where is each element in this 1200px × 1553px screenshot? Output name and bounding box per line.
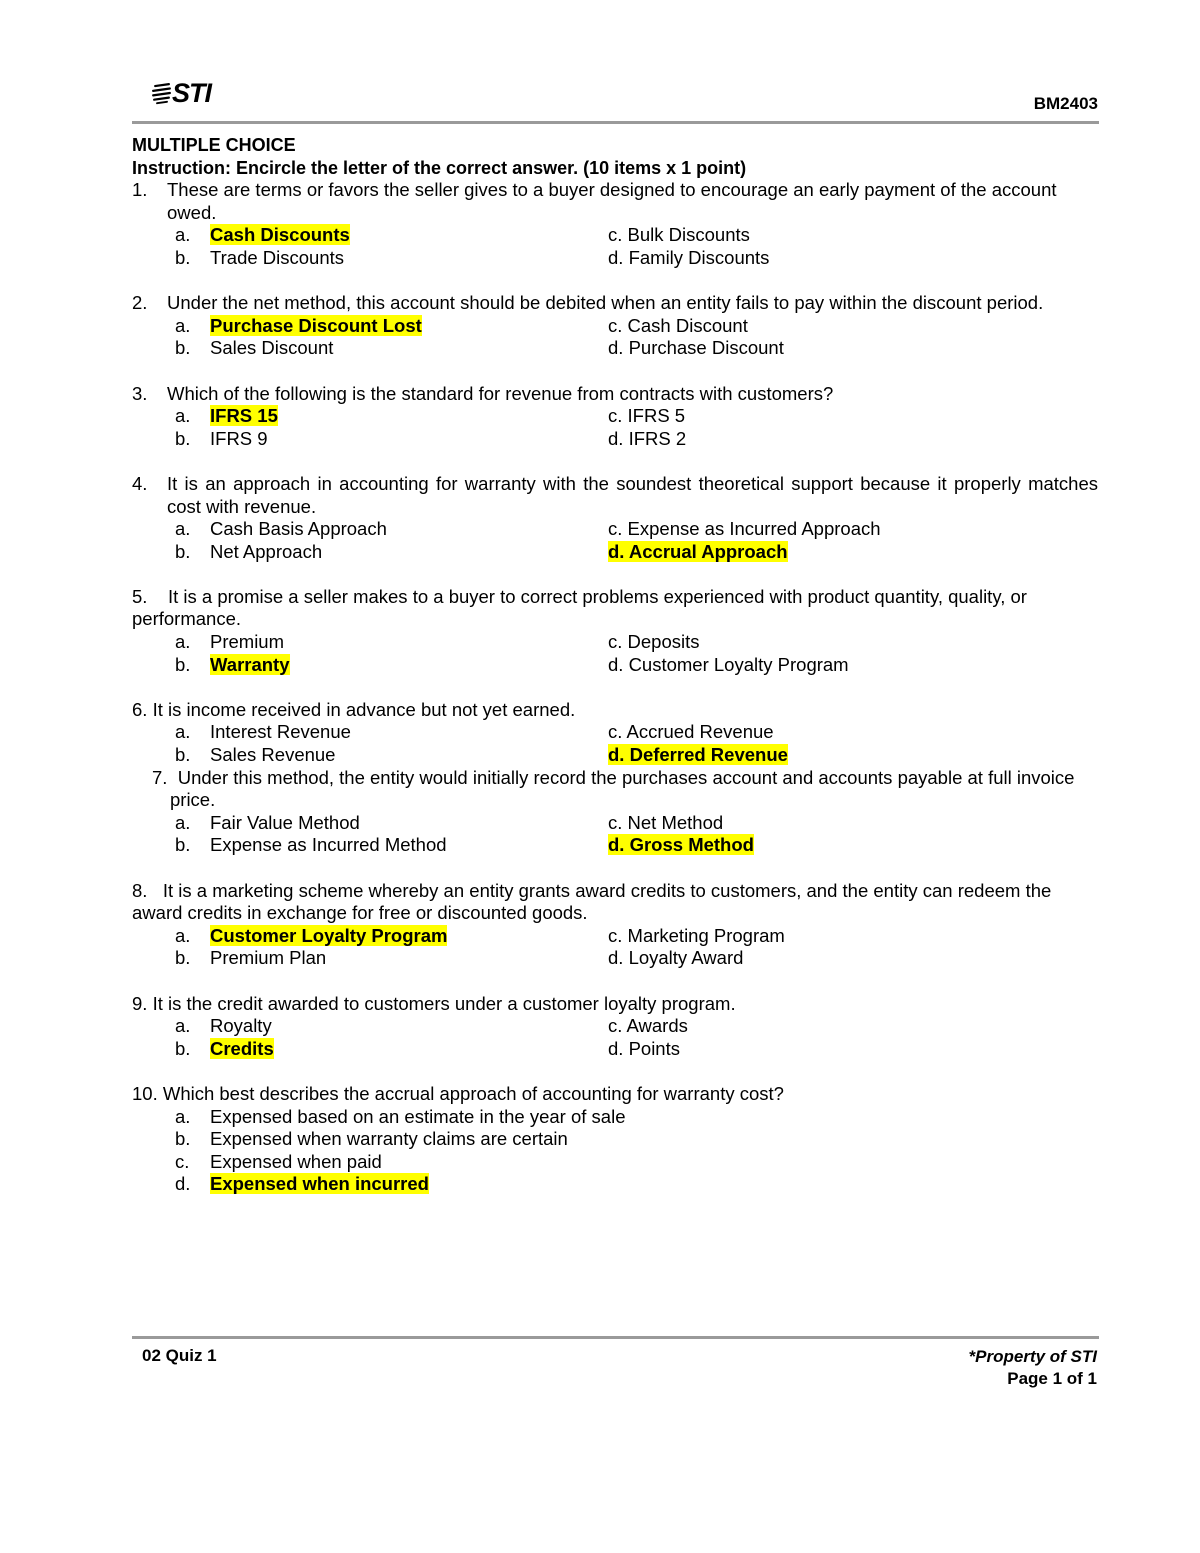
footer-right — [969, 1346, 1097, 1390]
header-divider — [132, 121, 1099, 124]
section-title: MULTIPLE CHOICE — [132, 135, 296, 155]
globe-icon — [152, 81, 174, 105]
question-text: 6. It is income received in advance but not yet earned. — [132, 698, 576, 720]
option-c: c. Cash Discount — [608, 314, 748, 336]
question-text: These are terms or favors the seller gives to a buyer designed to encourage an early payment of the account owed. — [167, 179, 1057, 223]
question-4 — [132, 473, 1098, 518]
question-text: 5. It is a promise a seller makes to a buyer to correct problems experienced with product quantity, quality, or performance. — [132, 585, 1027, 630]
option-a: a. Interest Revenue — [175, 721, 351, 743]
quiz-content — [132, 134, 1098, 1196]
sti-logo — [152, 78, 222, 108]
question-number: 2. — [132, 292, 148, 314]
question-number: 4. — [132, 472, 148, 494]
option-a: a. Premium — [175, 631, 285, 653]
correct-answer: Customer Loyalty Program — [210, 924, 448, 946]
question-5 — [132, 586, 1098, 631]
option-c: c. Deposits — [608, 631, 700, 653]
option-b: b. Warranty — [175, 653, 290, 675]
option-a: a. Expensed based on an estimate in the year of sale — [175, 1105, 626, 1127]
correct-answer: Purchase Discount Lost — [210, 314, 422, 336]
question-number: 3. — [132, 382, 148, 404]
question-text: 9. It is the credit awarded to customers under a customer loyalty program. — [132, 992, 736, 1014]
correct-answer: IFRS 15 — [210, 405, 278, 427]
option-a: a. Cash Basis Approach — [175, 518, 387, 540]
options-3 — [175, 405, 1098, 450]
question-10 — [132, 1083, 1098, 1106]
question-1 — [132, 179, 1098, 224]
option-c: c. IFRS 5 — [608, 405, 686, 427]
correct-answer: d. Deferred Revenue — [608, 744, 788, 766]
page-number: Page 1 of 1 — [1007, 1369, 1097, 1388]
option-c: c. Expense as Incurred Approach — [608, 518, 881, 540]
option-b: b. Credits — [175, 1037, 274, 1059]
question-number: 1. — [132, 179, 148, 201]
option-d: d. Customer Loyalty Program — [608, 653, 849, 675]
options-4 — [175, 518, 1098, 563]
correct-answer: Credits — [210, 1037, 274, 1059]
option-a: a. Purchase Discount Lost — [175, 314, 422, 336]
option-b: b. Expensed when warranty claims are certain — [175, 1128, 568, 1150]
correct-answer: Cash Discounts — [210, 224, 350, 246]
option-d: d. Purchase Discount — [608, 337, 784, 359]
question-9 — [132, 993, 1098, 1016]
option-d: d. Loyalty Award — [608, 947, 744, 969]
options-6 — [175, 721, 1098, 766]
question-text: It is an approach in accounting for warranty with the soundest theoretical support because it properly matches cost with revenue. — [167, 472, 1098, 517]
correct-answer: d. Gross Method — [608, 834, 754, 856]
options-9 — [175, 1015, 1098, 1060]
question-text: 7. Under this method, the entity would initially record the purchases account and accounts payable at full invoice price. — [152, 766, 1075, 811]
correct-answer: Warranty — [210, 653, 290, 675]
option-a: a. IFRS 15 — [175, 405, 278, 427]
footer-quiz-label: 02 Quiz 1 — [142, 1346, 217, 1365]
correct-answer: Expensed when incurred — [210, 1173, 429, 1195]
question-text: Which of the following is the standard for revenue from contracts with customers? — [167, 382, 834, 404]
option-c: c. Net Method — [608, 811, 724, 833]
option-b: b. Sales Discount — [175, 337, 334, 359]
options-10 — [175, 1106, 1098, 1196]
option-d: d. IFRS 2 — [608, 427, 687, 449]
options-2 — [175, 315, 1098, 360]
option-c: c. Marketing Program — [608, 924, 785, 946]
options-8 — [175, 925, 1098, 970]
option-b: b. IFRS 9 — [175, 427, 268, 449]
option-b: b. Trade Discounts — [175, 246, 345, 268]
option-b: b. Premium Plan — [175, 947, 327, 969]
option-b: b. Expense as Incurred Method — [175, 834, 447, 856]
question-text: 8. It is a marketing scheme whereby an entity grants award credits to customers, and the entity can redeem the award credits in exchange for free or discounted goods. — [132, 879, 1052, 924]
instruction-text: Instruction: Encircle the letter of the correct answer. (10 items x 1 point) — [132, 157, 747, 178]
question-8 — [132, 880, 1098, 925]
option-c: c. Expensed when paid — [175, 1150, 382, 1172]
options-7 — [175, 812, 1098, 857]
question-text: 10. Which best describes the accrual approach of accounting for warranty cost? — [132, 1082, 784, 1104]
options-5 — [175, 631, 1098, 676]
option-a: a. Cash Discounts — [175, 224, 350, 246]
question-7 — [132, 767, 1098, 812]
option-a: a. Customer Loyalty Program — [175, 924, 448, 946]
option-c: c. Awards — [608, 1015, 688, 1037]
option-c: c. Bulk Discounts — [608, 224, 750, 246]
option-d — [608, 834, 1098, 857]
correct-answer: d. Accrual Approach — [608, 540, 788, 562]
question-6 — [132, 699, 1098, 722]
option-a: a. Royalty — [175, 1015, 272, 1037]
logo-text: STI — [172, 78, 212, 108]
footer-divider — [132, 1336, 1099, 1339]
property-notice: *Property of STI — [968, 1347, 1097, 1366]
option-d: d. Family Discounts — [608, 246, 770, 268]
option-d: d. Expensed when incurred — [175, 1173, 429, 1195]
option-d: d. Points — [608, 1037, 680, 1059]
options-1 — [175, 224, 1098, 269]
document-code: BM2403 — [1033, 94, 1098, 113]
option-b: b. Net Approach — [175, 540, 323, 562]
option-c: c. Accrued Revenue — [608, 721, 774, 743]
option-d — [608, 744, 1098, 767]
question-text: Under the net method, this account should be debited when an entity fails to pay within the discount period. — [167, 292, 1044, 314]
option-b: b. Sales Revenue — [175, 744, 336, 766]
option-a: a. Fair Value Method — [175, 811, 360, 833]
question-2 — [132, 292, 1098, 315]
option-d — [608, 541, 1098, 564]
question-3 — [132, 383, 1098, 406]
